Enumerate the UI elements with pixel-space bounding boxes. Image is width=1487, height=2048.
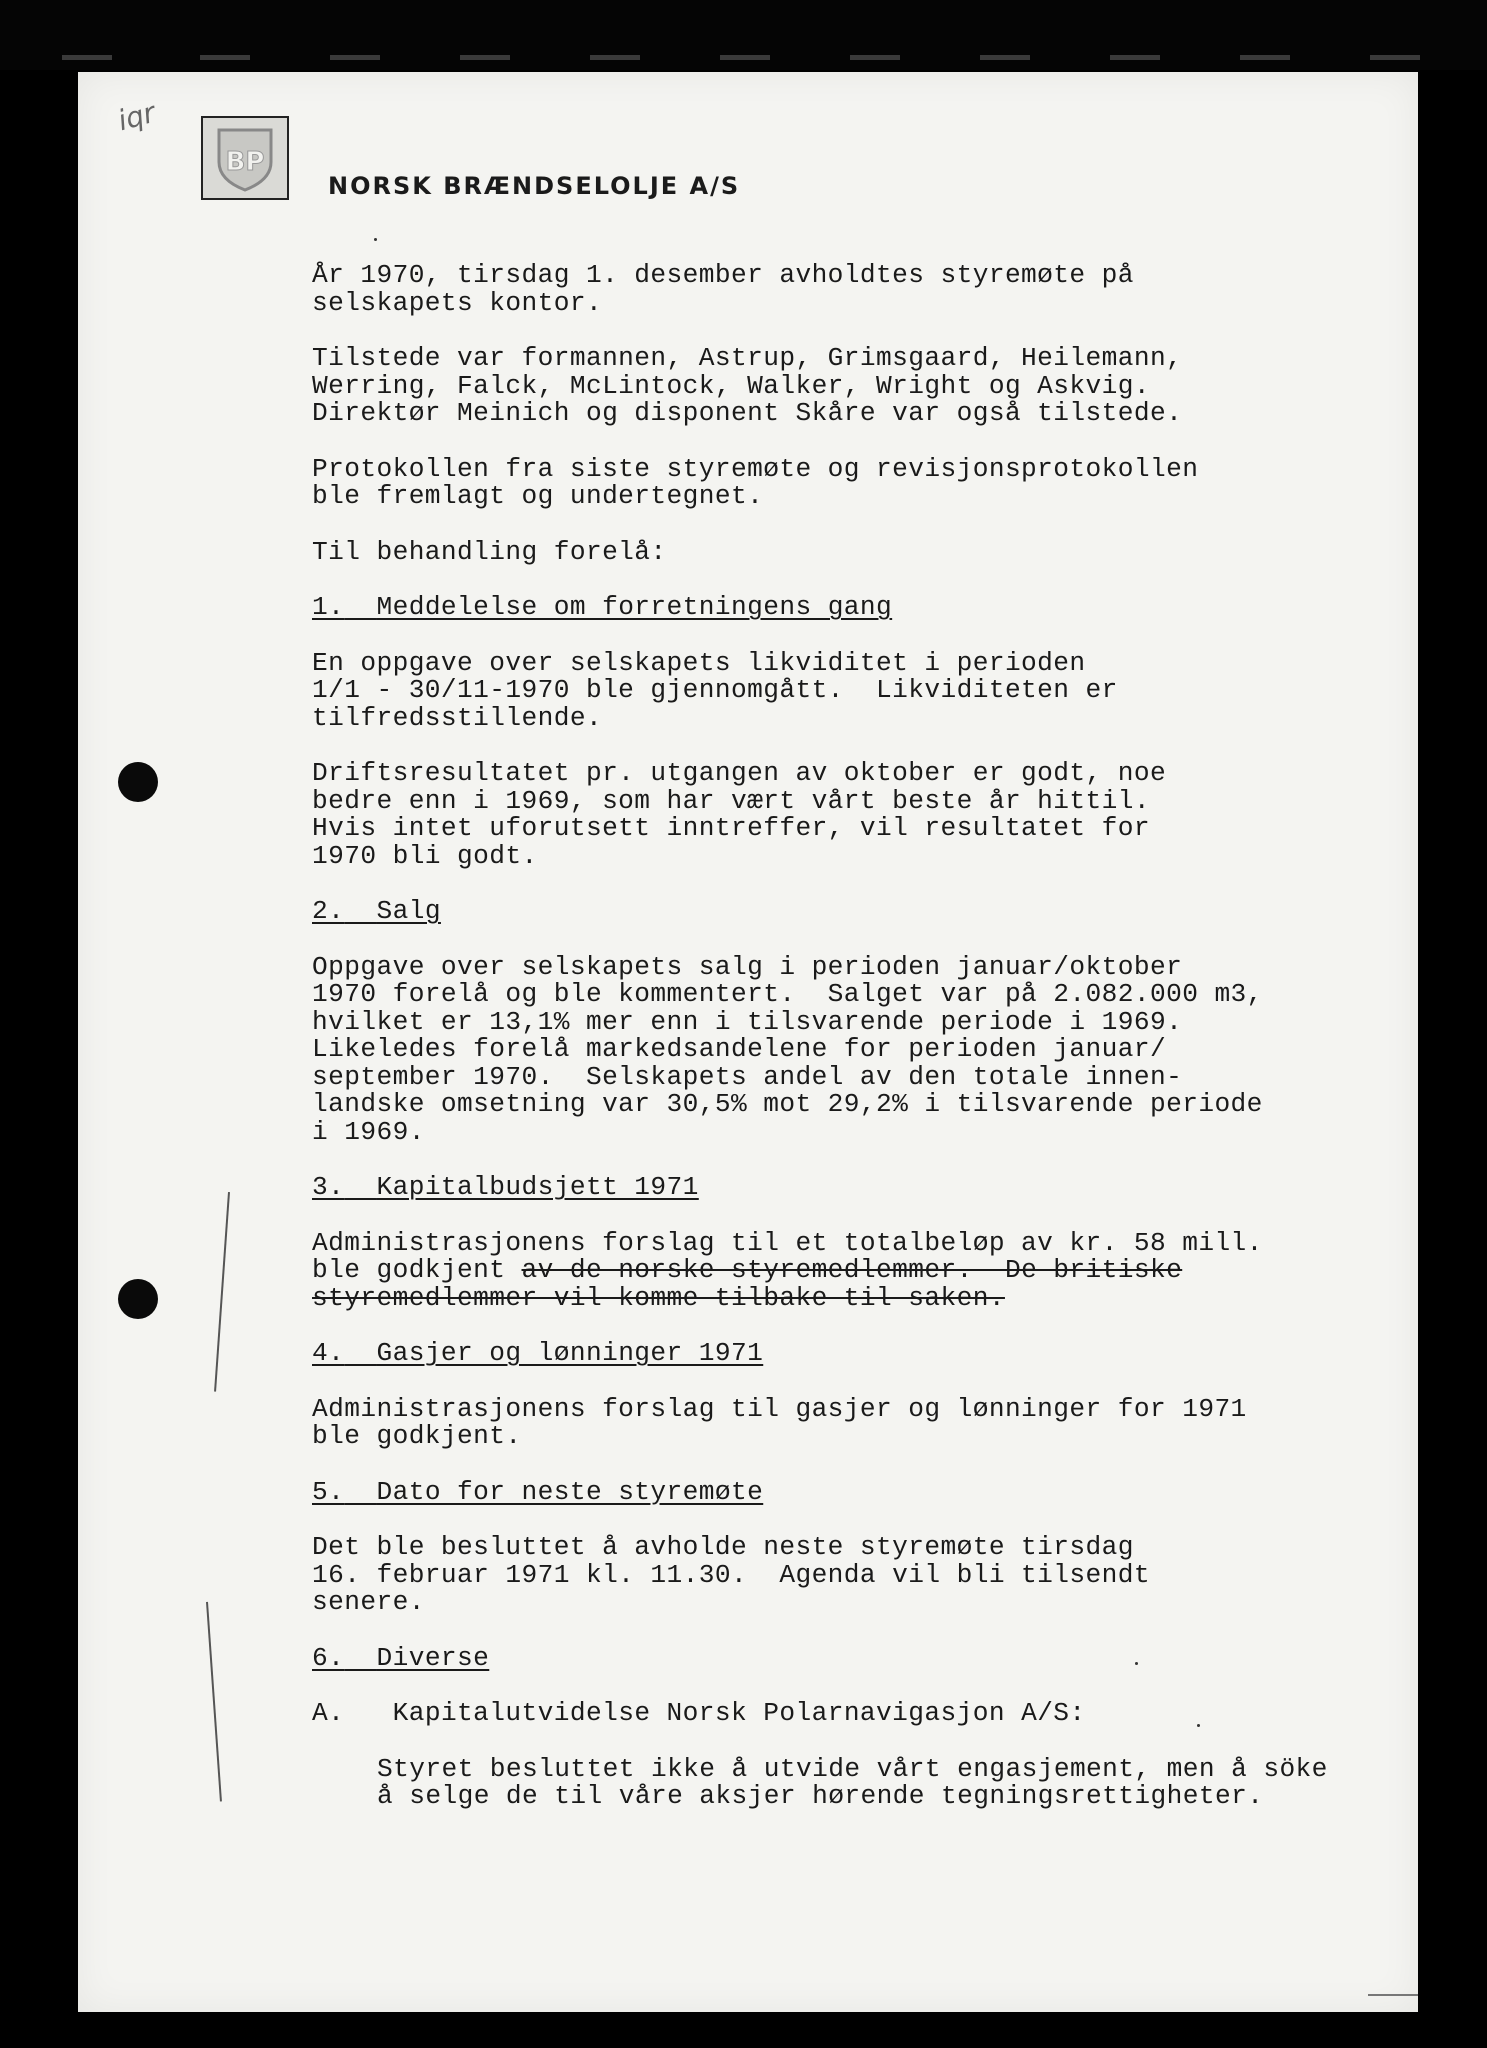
section-number: 6. bbox=[312, 1642, 345, 1673]
struck-text: styremedlemmer vil komme tilbake til saken. bbox=[312, 1282, 1005, 1313]
section-heading bbox=[312, 1476, 1402, 1507]
sprocket-hole bbox=[330, 55, 380, 60]
section-number: 3. bbox=[312, 1172, 345, 1202]
section-heading bbox=[312, 898, 1402, 926]
sprocket-hole bbox=[460, 55, 510, 60]
section-paragraph: Administrasjonens forslag til gasjer og lønninger for 1971 ble godkjent. bbox=[312, 1393, 1247, 1451]
sprocket-hole bbox=[1110, 55, 1160, 60]
scratch-mark bbox=[214, 1192, 230, 1392]
section-paragraph: Oppgave over selskapets salg i perioden januar/oktober 1970 forelå og ble kommentert. Salget var på 2.082.000 m3, hvilket er 13,1% mer enn i tilsvarende periode i 1969. Likeledes forelå markedsandelene for perioden januar/ september 1970. Selskapets andel av den totale innen- landske omsetning var 30,5% mot 29,2% i tilsvarende periode i 1969. bbox=[312, 951, 1263, 1147]
document-page bbox=[78, 72, 1418, 2012]
document-body bbox=[312, 262, 1402, 1839]
punch-hole bbox=[118, 762, 158, 802]
bp-logo bbox=[201, 116, 289, 200]
sprocket-hole bbox=[62, 55, 112, 60]
sprocket-hole bbox=[1240, 55, 1290, 60]
section-paragraph bbox=[312, 1227, 1402, 1313]
section-number: 2. bbox=[312, 896, 345, 926]
bp-shield-icon bbox=[203, 118, 287, 198]
subsection-paragraph: Styret besluttet ikke å utvide vårt engasjement, men å söke å selge de til våre aksjer hørende tegningsrettigheter. bbox=[377, 1753, 1328, 1811]
scratch-mark bbox=[206, 1602, 222, 1802]
subsection-heading bbox=[312, 1700, 1402, 1728]
section-heading bbox=[312, 1642, 1402, 1673]
section-title: Dato for neste styremøte bbox=[376, 1476, 764, 1507]
sprocket-hole bbox=[850, 55, 900, 60]
section-paragraph: Det ble besluttet å avholde neste styremøte tirsdag 16. februar 1971 kl. 11.30. Agenda vil bli tilsendt senere. bbox=[312, 1532, 1150, 1617]
subsection-label: A. bbox=[312, 1698, 345, 1728]
svg-text:BP: BP bbox=[225, 147, 265, 177]
sprocket-hole bbox=[720, 55, 770, 60]
section-title: Diverse bbox=[376, 1642, 490, 1673]
section-title: Gasjer og lønninger 1971 bbox=[376, 1338, 764, 1368]
film-border-top bbox=[0, 0, 1487, 70]
protocol-paragraph: Protokollen fra siste styremøte og revisjonsprotokollen ble fremlagt og undertegnet. bbox=[312, 453, 1199, 511]
attendees-paragraph: Tilstede var formannen, Astrup, Grimsgaard, Heilemann, Werring, Falck, McLintock, Walker, Wright og Askvig. Direktør Meinich og disponent Skåre var også tilstede. bbox=[312, 343, 1183, 428]
company-name: NORSK BRÆNDSELOLJE A/S bbox=[328, 172, 741, 200]
section-heading bbox=[312, 594, 1402, 622]
intro-paragraph: År 1970, tirsdag 1. desember avholdtes styremøte på selskapets kontor. bbox=[312, 260, 1134, 318]
section-paragraph: Driftsresultatet pr. utgangen av oktober er godt, noe bedre enn i 1969, som har vært vårt beste år hittil. Hvis intet uforutsett inntreffer, vil resultatet for 1970 bli godt. bbox=[312, 758, 1167, 871]
sprocket-hole bbox=[1370, 55, 1420, 60]
section-title: Salg bbox=[376, 896, 441, 926]
struck-text: av de norske styremedlemmer. De britiske bbox=[521, 1255, 1183, 1285]
punch-hole bbox=[118, 1279, 158, 1319]
agenda-intro: Til behandling forelå: bbox=[312, 536, 667, 567]
sprocket-hole bbox=[200, 55, 250, 60]
text-line: ble godkjent bbox=[312, 1255, 522, 1285]
corner-mark bbox=[1368, 1994, 1418, 1996]
subsection-title: Kapitalutvidelse Norsk Polarnavigasjon A/S: bbox=[392, 1698, 1086, 1728]
section-title: Meddelelse om forretningens gang bbox=[376, 592, 893, 622]
text-line: Administrasjonens forslag til et totalbeløp av kr. 58 mill. bbox=[312, 1227, 1263, 1258]
sprocket-hole bbox=[590, 55, 640, 60]
section-number: 4. bbox=[312, 1338, 345, 1368]
section-number: 1. bbox=[312, 592, 345, 622]
section-number: 5. bbox=[312, 1476, 345, 1507]
speck bbox=[374, 238, 377, 241]
section-heading bbox=[312, 1174, 1402, 1202]
sprocket-hole bbox=[980, 55, 1030, 60]
pencil-mark: iqr bbox=[114, 95, 159, 138]
section-title: Kapitalbudsjett 1971 bbox=[376, 1172, 699, 1202]
section-heading bbox=[312, 1340, 1402, 1368]
section-paragraph: En oppgave over selskapets likviditet i perioden 1/1 - 30/11-1970 ble gjennomgått. Likviditeten er tilfredsstillende. bbox=[312, 647, 1118, 733]
